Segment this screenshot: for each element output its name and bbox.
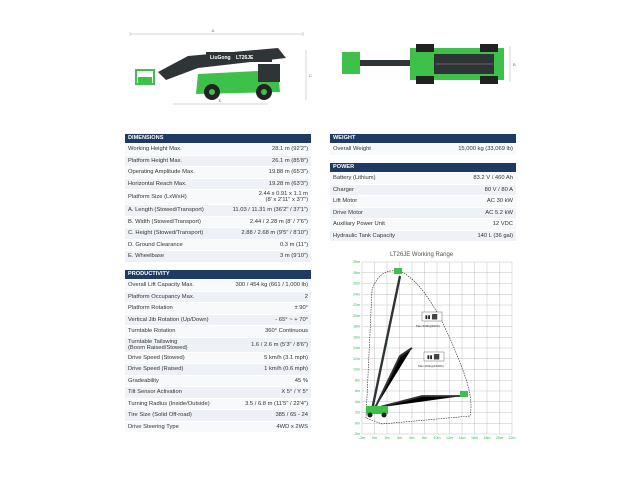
dimensions-row (125, 190, 311, 205)
dimensions-row (125, 205, 311, 217)
dimensions-label: E. Wheelbase (128, 253, 165, 260)
y-tick-label: 2m (355, 410, 360, 415)
top-view-drawing (338, 40, 518, 90)
power-header: POWER (330, 163, 516, 172)
productivity-value: 5 km/h (3.1 mph) (264, 354, 308, 361)
dimensions-row (125, 167, 311, 179)
x-tick-label: 20m (496, 436, 503, 440)
y-tick-label: 12m (353, 356, 360, 361)
x-tick-label: 12m (446, 436, 453, 440)
dimensions-value: 19.88 m (65'3") (268, 169, 308, 176)
dimensions-label: Operating Amplitude Max. (128, 169, 195, 176)
basket-far (460, 391, 468, 397)
dimensions-row (125, 228, 311, 240)
power-label: Auxiliary Power Unit (333, 221, 385, 228)
power-value: AC 5.2 kW (485, 209, 513, 216)
productivity-row (125, 387, 311, 399)
productivity-row (125, 280, 311, 292)
productivity-value: ± 90° (294, 305, 308, 312)
power-label: Charger (333, 186, 354, 193)
dimensions-label: D. Ground Clearance (128, 241, 183, 248)
boom-low (376, 396, 462, 408)
x-tick-label: 0m (372, 436, 377, 440)
dimensions-label: Platform Size (LxWxH) (128, 194, 187, 200)
y-tick-label: 8m (355, 378, 360, 383)
productivity-value: 1 km/h (0.6 mph) (264, 366, 308, 373)
productivity-value: 3.5 / 6.8 m (11'5" / 22'4") (245, 400, 308, 407)
productivity-row (125, 410, 311, 422)
dimensions-header: DIMENSIONS (125, 134, 311, 143)
dimensions-value: 28.1 m (92'2") (271, 146, 308, 153)
dimensions-value: 2.44 / 2.28 m (8' / 7'6") (249, 218, 308, 225)
x-tick-label: 10m (433, 436, 441, 440)
productivity-row (125, 399, 311, 411)
x-tick-label: -2m (358, 436, 366, 440)
productivity-value: 45 % (294, 377, 308, 384)
productivity-label: Drive Steering Type (128, 423, 179, 430)
productivity-header: PRODUCTIVITY (125, 270, 311, 279)
dimensions-row (125, 144, 311, 156)
productivity-row (125, 376, 311, 388)
productivity-value: 2 (304, 293, 308, 300)
productivity-value: 1.6 / 2.6 m (5'3" / 8'6") (251, 341, 308, 348)
side-view-drawing (128, 22, 328, 106)
y-tick-label: 4m (355, 399, 360, 404)
productivity-row (125, 364, 311, 376)
dimensions-row (125, 156, 311, 168)
y-tick-label: 16m (353, 335, 360, 340)
power-row (330, 196, 516, 208)
dim-label-b: B (513, 62, 516, 67)
x-tick-label: 8m (422, 436, 427, 440)
power-table (330, 163, 516, 242)
power-row (330, 185, 516, 197)
productivity-label: Turntable Tailswing (Boom Raised/Stowed) (128, 338, 188, 351)
weight-label: Overall Weight (333, 146, 371, 153)
power-label: Battery (Lithium) (333, 175, 376, 182)
x-tick-label: 2m (384, 436, 390, 440)
dimensions-label: Platform Height Max. (128, 157, 183, 164)
power-value: 140 L (36 gal) (477, 232, 513, 239)
power-value: 12 VDC (492, 221, 513, 228)
dimensions-label: C. Height (Stowed/Transport) (128, 230, 204, 237)
productivity-row (125, 422, 311, 434)
x-tick-label: 22m (508, 436, 516, 440)
y-tick-label: 6m (355, 389, 360, 394)
dimensions-value: 11.03 / 11.31 m (36'2" / 37'1") (232, 207, 308, 214)
load-label-300: Max.300kg(661lb) (416, 324, 441, 328)
productivity-label: Turntable Rotation (128, 328, 176, 335)
working-range-diagram (342, 248, 520, 448)
dimensions-table (125, 134, 311, 263)
productivity-label: Platform Rotation (128, 305, 173, 312)
power-value: 80 V / 80 A (484, 186, 513, 193)
y-tick-label: 10m (353, 367, 360, 372)
load-label-454: Max.454kg(1000lb) (418, 364, 444, 368)
dimensions-value: 2.44 x 0.91 x 1.1 m (8' x 2'11" x 3'7") (258, 191, 308, 203)
dimensions-value: 19.28 m (63'3") (268, 180, 308, 187)
power-row (330, 208, 516, 220)
dimensions-label: Working Height Max. (128, 146, 182, 153)
dimensions-label: Horizontal Reach Max. (128, 180, 187, 187)
power-label: Lift Motor (333, 198, 358, 205)
dim-label-e: E (218, 98, 222, 103)
productivity-row (125, 303, 311, 315)
y-tick-label: 24m (353, 292, 360, 297)
working-range-chart (342, 248, 520, 448)
productivity-value: X 5° / Y 5° (281, 389, 308, 396)
productivity-value: 385 / 65 - 24 (275, 412, 308, 419)
weight-table (330, 134, 516, 156)
machine-logo-text: LiuGong LT26JE (210, 55, 254, 61)
y-tick-label: -2m (353, 432, 360, 437)
productivity-row (125, 353, 311, 365)
productivity-label: Tire Size (Solid Off-road) (128, 412, 192, 419)
dim-label-a: A (211, 28, 215, 33)
dimensions-label: B. Width (Stowed/Transport) (128, 218, 201, 225)
y-tick-label: 26m (353, 281, 360, 286)
y-tick-label: 0m (355, 421, 360, 426)
basket-top (394, 268, 402, 274)
weight-header: WEIGHT (330, 134, 516, 143)
dimensions-value: 3 m (9'10") (280, 253, 308, 260)
productivity-label: Overall Lift Capacity Max. (128, 282, 195, 289)
dimensions-row (125, 240, 311, 252)
power-row (330, 173, 516, 185)
x-tick-label: 4m (397, 436, 402, 440)
x-tick-label: 6m (409, 436, 415, 440)
productivity-label: Drive Speed (Stowed) (128, 354, 185, 361)
productivity-label: Vertical Jib Rotation (Up/Down) (128, 316, 209, 323)
productivity-value: 360° Continuous (265, 328, 308, 335)
power-row (330, 231, 516, 243)
x-tick-label: 18m (483, 436, 491, 440)
productivity-row (125, 315, 311, 327)
productivity-label: Tilt Sensor Activation (128, 389, 182, 396)
y-tick-label: 30m (353, 260, 360, 265)
x-tick-label: 14m (458, 436, 466, 440)
weight-value: 15,000 kg (33,069 lb) (458, 146, 513, 153)
productivity-label: Platform Occupancy Max. (128, 293, 195, 300)
power-value: AC 30 kW (486, 198, 513, 205)
svg-text:▮▮ ⬛: ▮▮ ⬛ (425, 314, 439, 321)
dimensions-row (125, 217, 311, 229)
dimensions-label: A. Length (Stowed/Transport) (128, 207, 204, 214)
dimensions-row (125, 179, 311, 191)
dim-label-c: C (309, 73, 312, 78)
productivity-value: 300 / 454 kg (661 / 1,000 lb) (235, 282, 308, 289)
power-label: Hydraulic Tank Capacity (333, 232, 396, 239)
productivity-row (125, 338, 311, 353)
x-tick-label: 16m (471, 436, 478, 440)
svg-text:▮▮ ⬛: ▮▮ ⬛ (427, 354, 441, 361)
productivity-label: Gradeability (128, 377, 159, 384)
y-tick-label: 20m (353, 313, 360, 318)
dimensions-value: 2.88 / 2.68 m (9'5" / 8'10") (241, 230, 308, 237)
power-value: 83.2 V / 460 Ah (473, 175, 513, 182)
productivity-row (125, 326, 311, 338)
y-tick-label: 18m (353, 324, 360, 329)
productivity-value: 4WD x 2WS (276, 423, 308, 430)
y-tick-label: 14m (353, 346, 360, 351)
dimensions-value: 0.3 m (11") (279, 241, 308, 248)
productivity-label: Turning Radius (Inside/Outside) (128, 400, 210, 407)
y-tick-label: 28m (353, 270, 360, 275)
dimensions-value: 26.1 m (85'8") (271, 157, 308, 164)
power-label: Drive Motor (333, 209, 363, 216)
productivity-table (125, 270, 311, 433)
working-range-title: LT26JE Working Range (390, 252, 454, 258)
power-row (330, 219, 516, 231)
productivity-label: Drive Speed (Raised) (128, 366, 184, 373)
y-tick-label: 22m (353, 303, 360, 308)
productivity-value: - 65° ~ + 70° (275, 316, 308, 323)
productivity-row (125, 292, 311, 304)
weight-row (330, 144, 516, 156)
dimensions-row (125, 251, 311, 263)
